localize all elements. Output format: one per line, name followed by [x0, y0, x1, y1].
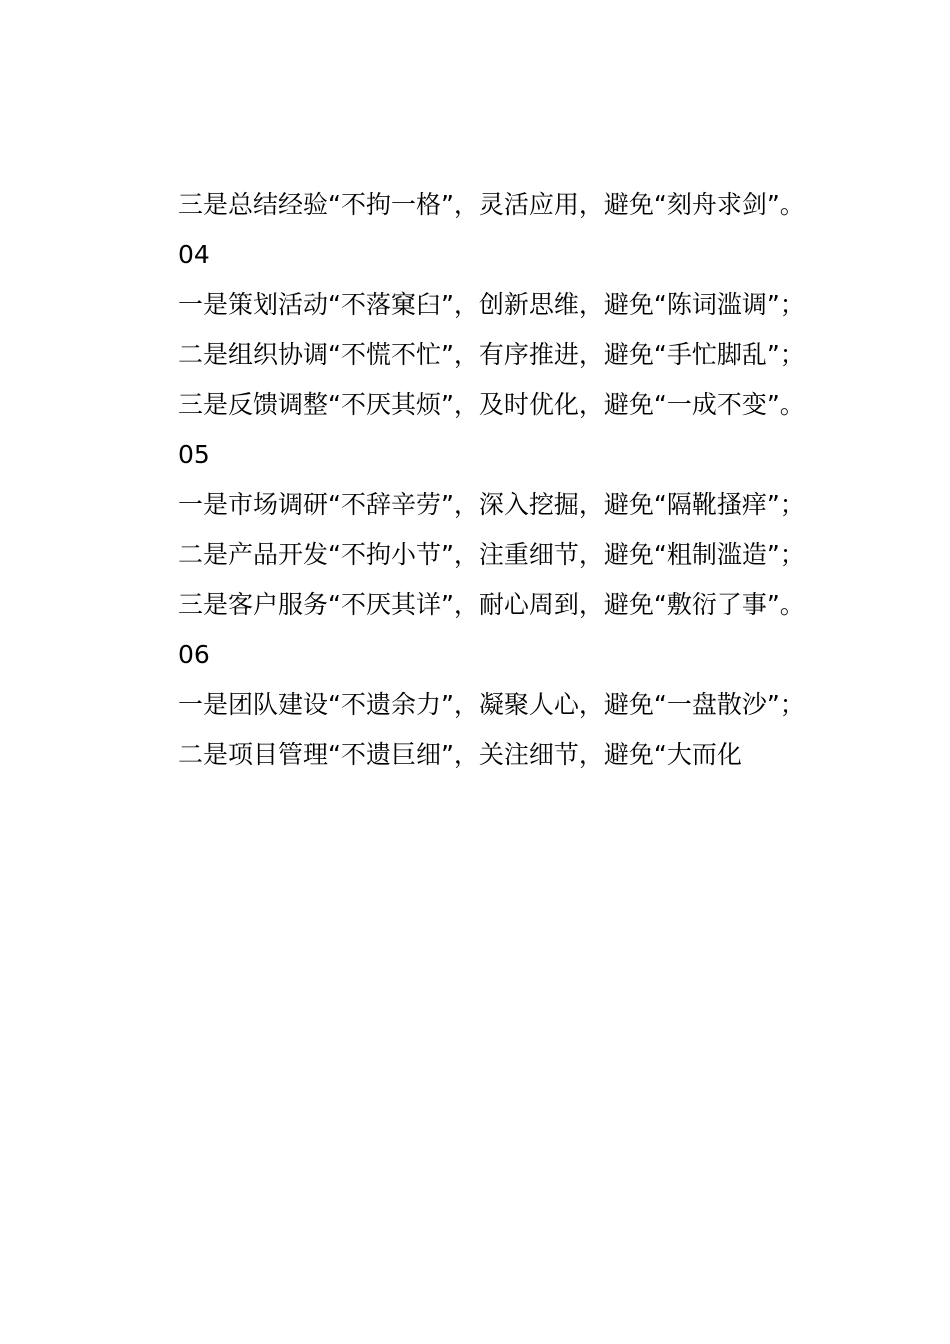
paragraph: 一是团队建设“不遗余力”，凝聚人心，避免“一盘散沙”； — [178, 690, 805, 719]
section-number: 06 — [178, 640, 210, 669]
paragraph: 一是策划活动“不落窠臼”，创新思维，避免“陈词滥调”； — [178, 290, 805, 319]
paragraph: 三是总结经验“不拘一格”，灵活应用，避免“刻舟求剑”。 — [178, 190, 805, 219]
paragraph: 一是市场调研“不辞辛劳”，深入挖掘，避免“隔靴搔痒”； — [178, 490, 805, 519]
paragraph: 二是组织协调“不慌不忙”，有序推进，避免“手忙脚乱”； — [178, 340, 805, 369]
paragraph: 三是反馈调整“不厌其烦”，及时优化，避免“一成不变”。 — [178, 390, 805, 419]
section-number: 05 — [178, 440, 210, 469]
paragraph: 二是产品开发“不拘小节”，注重细节，避免“粗制滥造”； — [178, 540, 805, 569]
paragraph: 二是项目管理“不遗巨细”，关注细节，避免“大而化 — [178, 740, 742, 769]
document-body — [127, 180, 832, 780]
paragraph: 三是客户服务“不厌其详”，耐心周到，避免“敷衍了事”。 — [178, 590, 805, 619]
section-number: 04 — [178, 240, 210, 269]
